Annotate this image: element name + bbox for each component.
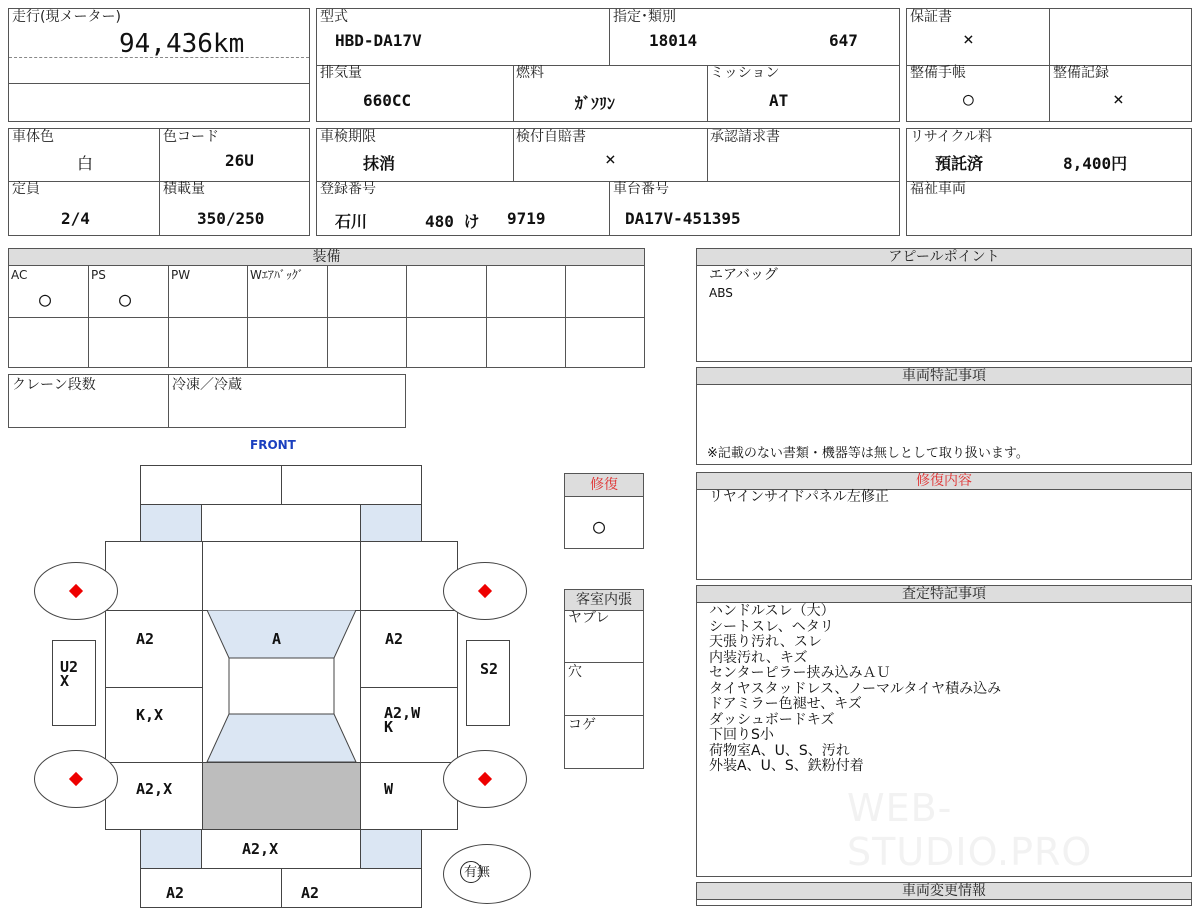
change-info-header: 車両変更情報 <box>697 883 1191 900</box>
fuel-label: 燃料 <box>516 65 544 81</box>
windshield-glass <box>207 610 356 658</box>
appeal-line-1: エアバッグ <box>709 267 778 283</box>
reg-no-label: 登録番号 <box>320 181 376 197</box>
designation-value-1: 18014 <box>649 31 698 50</box>
crane-freezer-box <box>8 374 406 428</box>
assessment-line: 下回りS小 <box>709 727 774 743</box>
wheel-marker-icon <box>478 772 492 786</box>
recycle-section <box>906 128 1192 236</box>
warranty-value: × <box>963 29 974 50</box>
code-left-side: U2 X <box>60 658 79 690</box>
welfare-label: 福祉車両 <box>910 181 966 197</box>
mileage-value: 94,436km <box>119 29 245 59</box>
designation-label: 指定･類別 <box>613 9 676 25</box>
mileage-label: 走行(現メーター) <box>12 9 121 25</box>
repair-detail-box <box>696 472 1192 580</box>
reg-no-num2: 9719 <box>507 209 546 228</box>
appeal-header: アピールポイント <box>697 249 1191 266</box>
chassis-value: DA17V-451395 <box>625 209 741 228</box>
capacity-label: 定員 <box>12 181 40 197</box>
appeal-line-2: ABS <box>709 286 733 300</box>
front-right-corner <box>360 504 422 542</box>
front-label: FRONT <box>250 438 296 452</box>
equipment-section <box>8 248 645 368</box>
recycle-value-1: 預託済 <box>935 154 984 173</box>
watermark: WEB-STUDIO.PRO <box>847 786 1093 874</box>
front-bumper-left <box>140 465 282 505</box>
yes-no-text: 有無 <box>464 865 491 880</box>
interior-row-burn: コゲ <box>568 717 596 733</box>
maint-book-value: ○ <box>963 89 974 110</box>
code-rear-left: A2 <box>166 884 185 902</box>
mileage-box <box>8 8 310 122</box>
code-left-mid: K,X <box>136 706 164 724</box>
roof-rear-panel <box>202 762 361 830</box>
rear-glass <box>207 714 356 762</box>
repair-detail-text: リヤインサイドパネル左修正 <box>709 489 889 505</box>
assessment-line: シートスレ、ヘタリ <box>709 618 834 635</box>
assessment-line: タイヤスタッドレス、ノーマルタイヤ積み込み <box>709 680 1002 697</box>
yes-circle-icon <box>460 861 482 883</box>
recycle-value-2: 8,400円 <box>1063 154 1128 173</box>
chassis-label: 車台番号 <box>613 181 669 197</box>
code-right-mid: A2,W K <box>384 704 421 736</box>
left-front-door <box>105 610 203 688</box>
designation-value-2: 647 <box>829 31 858 50</box>
wheel-rear-left <box>34 750 118 808</box>
equip-wair-label: Wｴｱﾊﾞｯｸﾞ <box>250 268 304 282</box>
body-color-label: 車体色 <box>12 129 54 145</box>
code-rear-right: A2 <box>301 884 320 902</box>
wheel-marker-icon <box>478 584 492 598</box>
equip-pw-label: PW <box>171 268 191 282</box>
rear-left-corner <box>140 829 202 869</box>
equipment-header: 装備 <box>9 249 644 266</box>
assessment-line: センターピラー挟み込みＡＵ <box>709 665 891 681</box>
appeal-box <box>696 248 1192 362</box>
equip-ps-label: PS <box>91 268 106 282</box>
hood-panel <box>202 541 361 611</box>
right-side-mirror-panel <box>466 640 510 726</box>
crane-label: クレーン段数 <box>12 377 96 393</box>
assessment-line: ダッシュボードキズ <box>709 711 835 728</box>
special-box <box>696 367 1192 465</box>
left-fender <box>105 541 203 611</box>
color-code-label: 色コード <box>163 129 219 145</box>
model-label: 型式 <box>320 9 348 25</box>
right-front-door <box>360 610 458 688</box>
assessment-box <box>696 585 1192 877</box>
model-section <box>316 8 900 122</box>
wheel-front-left <box>34 562 118 620</box>
inspection-label: 車検期限 <box>320 129 376 145</box>
documents-section <box>906 8 1192 122</box>
reg-no-pref: 石川 <box>335 212 368 231</box>
displacement-label: 排気量 <box>320 65 362 81</box>
yes-no-indicator <box>443 844 531 904</box>
body-color-value: 白 <box>77 154 94 173</box>
equip-ps-value: ○ <box>119 287 132 311</box>
front-grille <box>201 504 361 542</box>
special-header: 車両特記事項 <box>697 368 1191 385</box>
special-note: ※記載のない書類・機器等は無しとして取り扱います。 <box>707 446 1029 461</box>
approval-label: 承認請求書 <box>710 129 780 145</box>
insurance-label: 検付自賠書 <box>516 129 586 145</box>
assessment-line: ハンドルスレ（大） <box>709 603 835 619</box>
equip-ac-value: ○ <box>39 287 52 311</box>
capacity-value: 2/4 <box>61 209 90 228</box>
wheel-marker-icon <box>69 772 83 786</box>
assessment-line: 内装汚れ、キズ <box>709 649 808 666</box>
assessment-line: ドアミラー色褪せ、キズ <box>709 696 862 712</box>
registration-section <box>316 128 900 236</box>
front-left-corner <box>140 504 202 542</box>
repair-value: ○ <box>593 514 606 538</box>
load-value: 350/250 <box>197 209 265 228</box>
interior-row-tear: ヤブレ <box>568 610 610 626</box>
fuel-value: ｶﾞｿﾘﾝ <box>575 94 616 113</box>
code-rear: A2,X <box>242 840 279 858</box>
assessment-line: 荷物室A、U、S、汚れ <box>709 742 850 759</box>
right-fender <box>360 541 458 611</box>
code-right-side: S2 <box>480 660 499 678</box>
code-hood: A <box>272 630 282 648</box>
change-info-box <box>696 882 1192 906</box>
mission-value: AT <box>769 91 789 110</box>
displacement-value: 660CC <box>363 91 412 110</box>
wheel-marker-icon <box>69 584 83 598</box>
interior-header: 客室内張 <box>565 590 643 611</box>
left-rear-door <box>105 687 203 763</box>
code-left-rear: A2,X <box>136 780 173 798</box>
load-label: 積載量 <box>163 181 205 197</box>
model-value: HBD-DA17V <box>335 31 422 50</box>
interior-row-hole: 穴 <box>568 664 582 680</box>
equip-ac-label: AC <box>11 268 28 282</box>
mission-label: ミッション <box>710 65 780 81</box>
rear-right-corner <box>360 829 422 869</box>
glass-panels <box>202 610 361 763</box>
maint-record-value: × <box>1113 89 1124 110</box>
repair-header: 修復 <box>565 474 643 497</box>
assessment-line: 天張り汚れ、スレ <box>709 634 822 650</box>
repair-detail-header: 修復内容 <box>697 473 1191 490</box>
insurance-value: × <box>605 149 616 170</box>
wheel-rear-right <box>443 750 527 808</box>
code-right-rear: W <box>384 780 394 798</box>
assessment-header: 査定特記事項 <box>697 586 1191 603</box>
assessment-lines <box>709 604 1001 775</box>
inspection-value: 抹消 <box>363 154 396 173</box>
maint-book-label: 整備手帳 <box>910 65 966 81</box>
interior-box <box>564 589 644 769</box>
freezer-label: 冷凍／冷蔵 <box>172 377 242 393</box>
color-code-value: 26U <box>225 151 254 170</box>
assessment-line: 外装A、U、S、鉄粉付着 <box>709 758 864 774</box>
warranty-label: 保証書 <box>910 9 952 25</box>
reg-no-num: 480 け <box>425 212 480 231</box>
front-bumper-right <box>281 465 422 505</box>
wheel-front-right <box>443 562 527 620</box>
code-left-front: A2 <box>136 630 155 648</box>
code-right-front: A2 <box>385 630 404 648</box>
rear-bumper-left <box>140 868 282 908</box>
back-door <box>201 829 361 869</box>
repair-box <box>564 473 644 549</box>
roof-panel <box>229 658 334 714</box>
color-capacity-box <box>8 128 310 236</box>
maint-record-label: 整備記録 <box>1053 65 1109 81</box>
recycle-label: リサイクル料 <box>910 129 993 145</box>
